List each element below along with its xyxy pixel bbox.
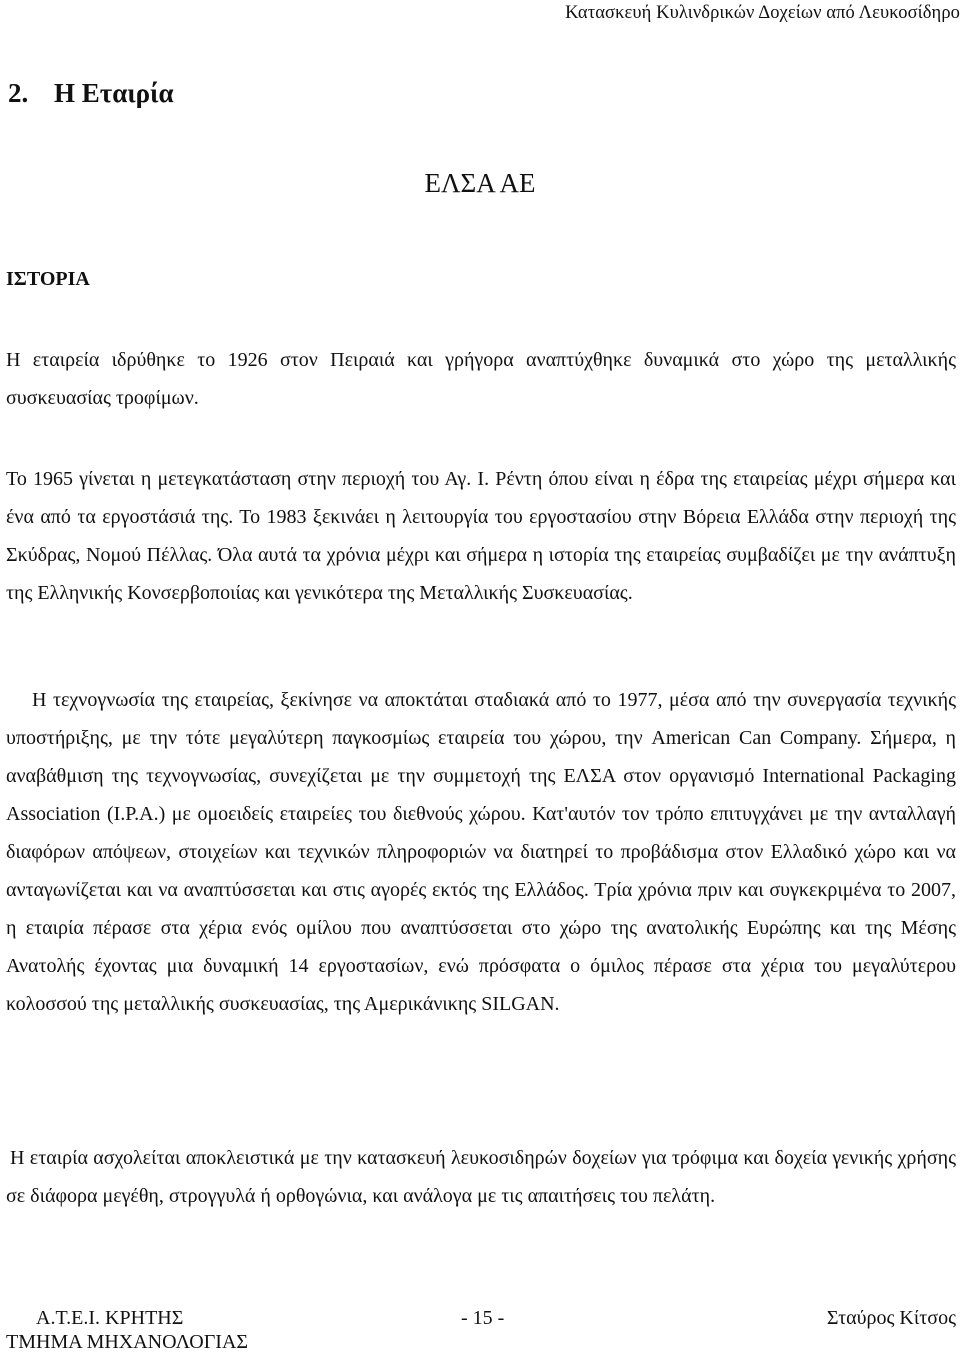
chapter-number: 2. [8, 78, 29, 108]
company-name: ΕΛΣΑ ΑΕ [424, 168, 536, 198]
page-footer [6, 1306, 956, 1354]
footer-department: ΤΜΗΜΑ ΜΗΧΑΝΟΛΟΓΙΑΣ [6, 1331, 249, 1353]
paragraph-know-how: Η τεχνογνωσία της εταιρείας, ξεκίνησε να αποκτάται σταδιακά από το 1977, μέσα από την συνεργασία τεχνικής υποστήριξης, με την τότε μεγαλύτερη παγκοσμίως εταιρεία του χώρου, την American Can Company. Σήμερα, η αναβάθμιση της τεχνογνωσίας, συνεχίζεται με την συμμετοχή της ΕΛΣΑ στον οργανισμό International Packaging Association (I.P.A.) με ομοειδείς εταιρείες του διεθνούς χώρου. Κατ'αυτόν τον τρόπο επιτυγχάνει με την ανταλλαγή διαφόρων απόψεων, στοιχείων και τεχνικών πληροφοριών να διατηρεί το προβάδισμα στον Ελλαδικό χώρο και να ανταγωνίζεται και να αναπτύσσεται και στις αγορές εκτός της Ελλάδος. Τρία χρόνια πριν και συγκεκριμένα το 2007, η εταιρία πέρασε στα χέρια ενός ομίλου που αναπτύσσεται στο χώρο της ανατολικής Ευρώπης και της Μέσης Ανατολής έχοντας μια δυναμική 14 εργοστασίων, ενώ πρόσφατα ο όμιλος πέρασε στα χέρια του μεγαλύτερου κολοσσού της μεταλλικής συσκευασίας, της Αμερικάνικης SILGAN. [6, 689, 956, 1015]
paragraph-founding: Η εταιρεία ιδρύθηκε το 1926 στον Πειραιά και γρήγορα αναπτύχθηκε δυναμικά στο χώρο της μεταλλικής συσκευασίας τροφίμων. [6, 349, 956, 409]
section-title: ΙΣΤΟΡΙΑ [6, 268, 90, 290]
chapter-heading [8, 78, 174, 109]
footer-author: Σταύρος Κίτσος [826, 1307, 956, 1329]
chapter-title: Η Εταιρία [54, 78, 174, 108]
footer-page-number: - 15 - [461, 1307, 505, 1329]
footer-institution: Α.Τ.Ε.Ι. ΚΡΗΤΗΣ [36, 1307, 184, 1329]
paragraph-products: Η εταιρία ασχολείται αποκλειστικά με την κατασκευή λευκοσιδηρών δοχείων για τρόφιμα και δοχεία γενικής χρήσης σε διάφορα μεγέθη, στρογγυλά ή ορθογώνια, και ανάλογα με τις απαιτήσεις του πελάτη. [6, 1147, 956, 1207]
running-header: Κατασκευή Κυλινδρικών Δοχείων από Λευκοσίδηρο [565, 3, 960, 23]
paragraph-relocation: Το 1965 γίνεται η μετεγκατάσταση στην περιοχή του Αγ. Ι. Ρέντη όπου είναι η έδρα της εταιρείας μέχρι σήμερα και ένα από τα εργοστάσιά της. Το 1983 ξεκινάει η λειτουργία του εργοστασίου στην Βόρεια Ελλάδα στην περιοχή της Σκύδρας, Νομού Πέλλας. Όλα αυτά τα χρόνια μέχρι και σήμερα η ιστορία της εταιρείας συμβαδίζει με την ανάπτυξη της Ελληνικής Κονσερβοποιίας και γενικότερα της Μεταλλικής Συσκευασίας. [6, 468, 956, 604]
